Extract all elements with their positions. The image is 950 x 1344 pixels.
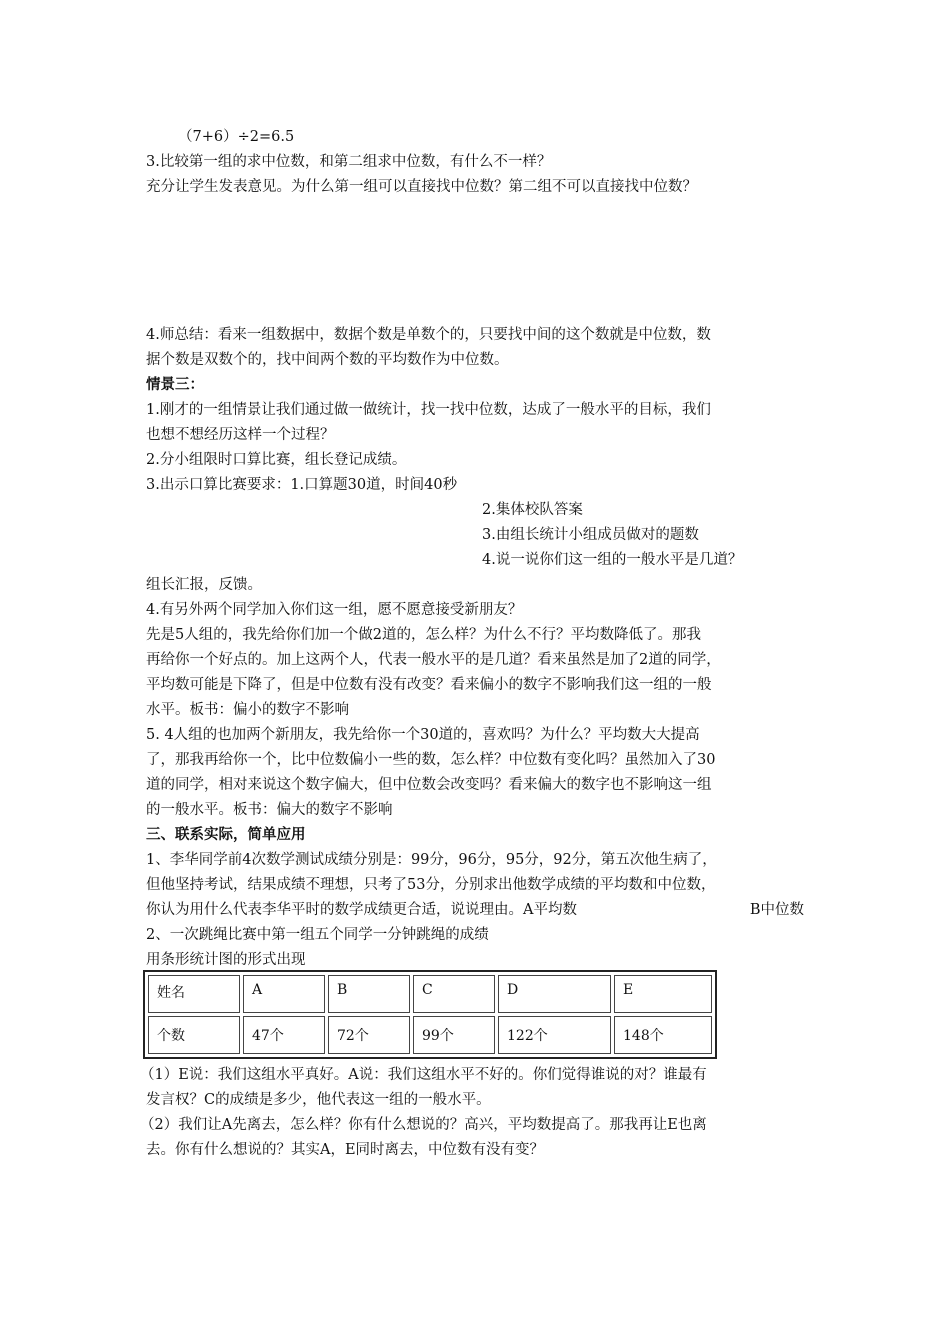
text-line: （1）E说：我们这组水平真好。A说：我们这组水平不好的。你们觉得谁说的对？谁最有 <box>140 1067 707 1083</box>
table-cell: 72个 <box>328 1016 410 1054</box>
table-cell: 个数 <box>148 1016 240 1054</box>
table-row <box>148 1016 712 1054</box>
text-line: 去。你有什么想说的？其实A，E同时离去，中位数有没有变？ <box>146 1142 545 1158</box>
text-line: 但他坚持考试，结果成绩不理想，只考了53分，分别求出他数学成绩的平均数和中位数， <box>146 877 716 893</box>
table-cell: 99个 <box>413 1016 495 1054</box>
table-cell: 姓名 <box>148 975 240 1013</box>
score-table <box>143 970 717 1059</box>
text-line: 了，那我再给你一个，比中位数偏小一些的数，怎么样？中位数有变化吗？虽然加入了30 <box>146 752 716 768</box>
text-line: 5. 4人组的也加两个新朋友，我先给你一个30道的，喜欢吗？为什么？平均数大大提高 <box>146 727 700 743</box>
text-line: 平均数可能是下降了，但是中位数有没有改变？看来偏小的数字不影响我们这一组的一般 <box>146 677 712 693</box>
table-cell: 148个 <box>614 1016 712 1054</box>
option-b: B中位数 <box>749 902 804 918</box>
text-line: 水平。板书：偏小的数字不影响 <box>146 702 349 718</box>
text-line: 用条形统计图的形式出现 <box>146 952 306 968</box>
requirement-item: 4.说一说你们这一组的一般水平是几道？ <box>482 552 743 568</box>
table-cell: 47个 <box>243 1016 325 1054</box>
table-header-row <box>148 975 712 1013</box>
table-cell: 122个 <box>498 1016 611 1054</box>
section-heading: 情景三： <box>146 377 204 393</box>
text-line: 也想不想经历这样一个过程？ <box>146 427 335 443</box>
text-line: 道的同学，相对来说这个数字偏大，但中位数会改变吗？看来偏大的数字也不影响这一组 <box>146 777 712 793</box>
text-line: 4.师总结：看来一组数据中，数据个数是单数个的，只要找中间的这个数就是中位数，数 <box>146 327 711 343</box>
text-line: 组长汇报，反馈。 <box>146 577 262 593</box>
table-cell: B <box>328 975 410 1013</box>
question-text: 你认为用什么代表李华平时的数学成绩更合适，说说理由。A平均数 <box>146 902 577 918</box>
table-cell: D <box>498 975 611 1013</box>
text-line: 3.出示口算比赛要求：1.口算题30道，时间40秒 <box>146 477 458 493</box>
formula-line: （7+6）÷2=6.5 <box>178 129 295 145</box>
table-cell: C <box>413 975 495 1013</box>
text-line: 1、李华同学前4次数学测试成绩分别是：99分，96分，95分，92分，第五次他生病了， <box>146 852 717 868</box>
text-line: 1.刚才的一组情景让我们通过做一做统计，找一找中位数，达成了一般水平的目标，我们 <box>146 402 711 418</box>
requirement-item: 3.由组长统计小组成员做对的题数 <box>482 527 699 543</box>
section-heading: 三、联系实际，简单应用 <box>146 827 306 843</box>
text-line: 2.分小组限时口算比赛，组长登记成绩。 <box>146 452 407 468</box>
text-line: 发言权？C的成绩是多少，他代表这一组的一般水平。 <box>146 1092 491 1108</box>
text-line: （2）我们让A先离去，怎么样？你有什么想说的？高兴，平均数提高了。那我再让E也离 <box>140 1117 707 1133</box>
text-line: 据个数是双数个的，找中间两个数的平均数作为中位数。 <box>146 352 509 368</box>
table-cell: A <box>243 975 325 1013</box>
text-line: 再给你一个好点的。加上这两个人，代表一般水平的是几道？看来虽然是加了2道的同学， <box>146 652 721 668</box>
text-line: 的一般水平。板书：偏大的数字不影响 <box>146 802 393 818</box>
text-line: 3.比较第一组的求中位数，和第二组求中位数，有什么不一样？ <box>146 154 552 170</box>
text-line: 先是5人组的，我先给你们加一个做2道的，怎么样？为什么不行？平均数降低了。那我 <box>146 627 701 643</box>
text-line: 2、一次跳绳比赛中第一组五个同学一分钟跳绳的成绩 <box>146 927 489 943</box>
table-cell: E <box>614 975 712 1013</box>
text-line-with-options <box>146 900 804 920</box>
text-line: 充分让学生发表意见。为什么第一组可以直接找中位数？第二组不可以直接找中位数？ <box>146 179 697 195</box>
requirement-item: 2.集体校队答案 <box>482 502 583 518</box>
text-line: 4.有另外两个同学加入你们这一组，愿不愿意接受新朋友？ <box>146 602 523 618</box>
